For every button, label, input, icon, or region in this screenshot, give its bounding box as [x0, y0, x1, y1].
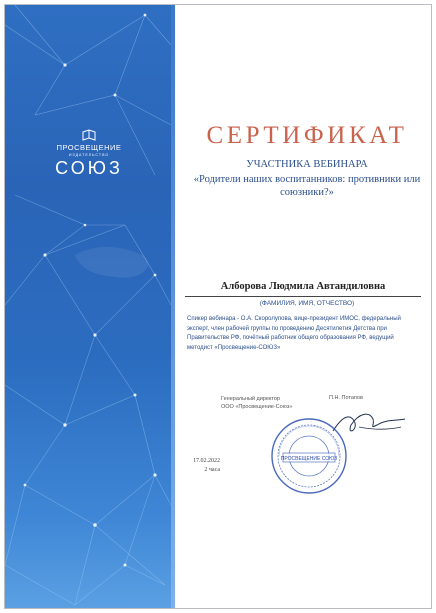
signatory-name: П.Н. Потапов — [329, 395, 363, 401]
certificate-page — [4, 4, 432, 609]
book-logo-icon — [82, 129, 96, 141]
position-line-2: ООО «Просвещение-Союз» — [221, 404, 293, 410]
name-caption: (ФАМИЛИЯ, ИМЯ, ОТЧЕСТВО) — [259, 300, 355, 307]
logo-text-main: ПРОСВЕЩЕНИЕ — [56, 143, 122, 152]
duration: 2 часа — [204, 466, 220, 473]
name-underline — [185, 296, 421, 297]
position-line-1: Генеральный директор — [221, 396, 280, 402]
logo-text-union: СОЮЗ — [55, 158, 123, 178]
decorative-side-panel — [5, 5, 171, 608]
issue-info — [193, 457, 220, 474]
stamp-text: ПРОСВЕЩЕНИЕ СОЮЗ — [280, 456, 338, 462]
publisher-logo — [49, 129, 129, 178]
logo-text-small: ИЗДАТЕЛЬСТВО — [68, 153, 110, 157]
signatory-position — [221, 395, 292, 411]
network-pattern — [5, 5, 171, 608]
certificate-subtitle: УЧАСТНИКА ВЕБИНАРА — [246, 159, 368, 170]
speaker-description: Спикер вебинара - О.А. Скоролупова, вице-президент ИМОС, федеральный эксперт, член рабочей группы по проведению Десятилетия Детства при Правительстве РФ, почётный работник общего образования РФ, ведущий методист «Просвещение-СОЮЗ» — [187, 316, 401, 351]
webinar-title: «Родители наших воспитанников: противники или союзники?» — [193, 174, 421, 198]
official-stamp — [269, 416, 349, 496]
participant-name: Алборова Людмила Автандиловна — [220, 281, 386, 292]
panel-edge-strip — [171, 5, 175, 608]
certificate-title: СЕРТИФИКАТ — [206, 122, 408, 149]
issue-date: 17.02.2022 — [193, 458, 220, 464]
